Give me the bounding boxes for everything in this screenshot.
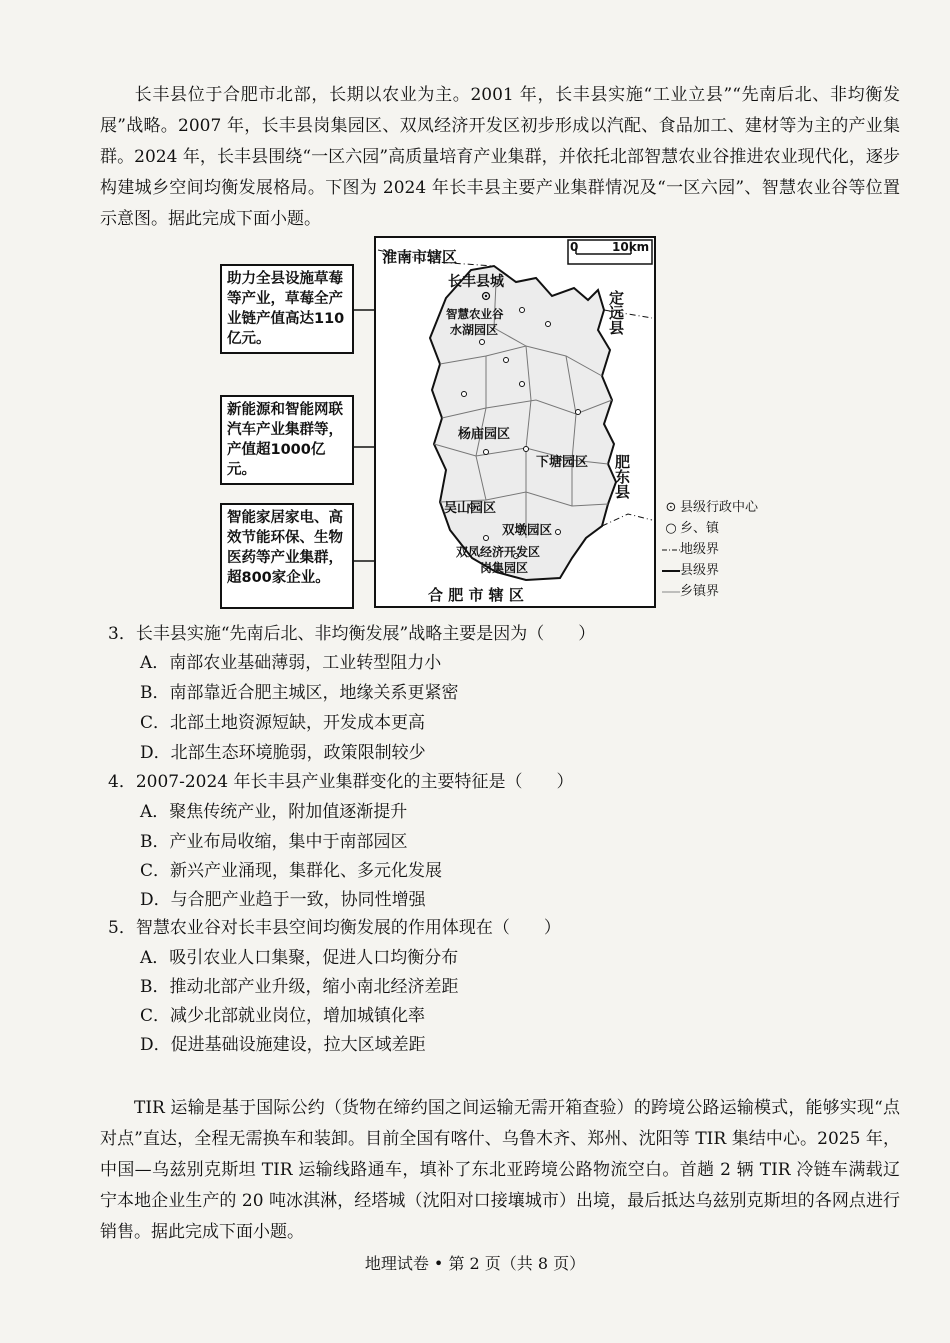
q5-option-a[interactable]: A．吸引农业人口集聚，促进人口均衡分布 xyxy=(140,948,459,968)
label-shuangfeng: 双凤经济开发区 xyxy=(456,545,541,559)
label-county-city: 长丰县城 xyxy=(448,274,504,290)
q4-stem: 4．2007-2024 年长丰县产业集群变化的主要特征是（ ） xyxy=(108,772,574,792)
label-gangji: 岗集园区 xyxy=(480,561,529,575)
page-footer: 地理试卷 • 第 2 页（共 8 页） xyxy=(364,1254,586,1273)
callout-auto: 新能源和智能网联汽车产业集群等，产值超1000亿元。 xyxy=(220,395,354,485)
q5-option-d[interactable]: D．促进基础设施建设，拉大区域差距 xyxy=(140,1035,426,1055)
label-yangmiao: 杨庙园区 xyxy=(458,427,511,442)
q3-option-b[interactable]: B．南部靠近合肥主城区，地缘关系更紧密 xyxy=(140,683,459,703)
label-dingyuan: 定远县 xyxy=(607,290,625,335)
q5-option-b[interactable]: B．推动北部产业升级，缩小南北经济差距 xyxy=(140,977,459,997)
q5-option-c[interactable]: C．减少北部就业岗位，增加城镇化率 xyxy=(140,1006,426,1026)
map-legend: ⊙ 县级行政中心 ○ 乡、镇 地级界 县级界 乡镇界 xyxy=(665,500,759,599)
label-hefei: 合 肥 市 辖 区 xyxy=(428,586,524,604)
label-agri-valley: 智慧农业谷 xyxy=(446,307,504,321)
q3-option-d[interactable]: D．北部生态环境脆弱，政策限制较少 xyxy=(140,743,426,763)
label-shuangdun: 双墩园区 xyxy=(502,522,553,537)
q4-option-b[interactable]: B．产业布局收缩，集中于南部园区 xyxy=(140,832,408,852)
q5-stem: 5．智慧农业谷对长丰县空间均衡发展的作用体现在（ ） xyxy=(108,918,561,938)
svg-text:10km: 10km xyxy=(612,240,650,254)
changfeng-map xyxy=(374,236,656,608)
q4-option-c[interactable]: C．新兴产业涌现，集群化、多元化发展 xyxy=(140,861,443,881)
svg-text:0: 0 xyxy=(570,240,579,254)
q3-option-a[interactable]: A．南部农业基础薄弱，工业转型阻力小 xyxy=(140,653,442,673)
label-huainan: 淮南市辖区 xyxy=(382,248,458,266)
callout-agri: 助力全县设施草莓等产业，草莓全产业链产值高达110亿元。 xyxy=(220,264,354,354)
q3-stem: 3．长丰县实施“先南后北、非均衡发展”战略主要是因为（ ） xyxy=(108,624,596,644)
label-shuihu: 水湖园区 xyxy=(450,323,499,337)
q3-option-c[interactable]: C．北部土地资源短缺，开发成本更高 xyxy=(140,713,426,733)
label-feidong: 肥东县 xyxy=(613,454,631,499)
intro-paragraph-1: 长丰县位于合肥市北部，长期以农业为主。2001 年，长丰县实施“工业立县”“先南后北、非均衡发展”战略。2007 年，长丰县岗集园区、双凤经济开发区初步形成以汽配、食品加工、建材等为主的产业集群。2024 年，长丰县围绕“一区六园”高质量培育产业集群，并依托北部智慧农业谷推进农业现代化，逐步构建城乡空间均衡发展格局。下图为 2024 年长丰县主要产业集群情况及“一区六园”、智慧农业谷等位置示意图。据此完成下面小题。 xyxy=(100,85,900,229)
intro-paragraph-2: TIR 运输是基于国际公约（货物在缔约国之间运输无需开箱查验）的跨境公路运输模式，能够实现“点对点”直达，全程无需换车和装卸。目前全国有喀什、乌鲁木齐、郑州、沈阳等 TIR 集结中心。2025 年，中国—乌兹别克斯坦 TIR 运输线路通车，填补了东北亚跨境公路物流空白。首趟 2 辆 TIR 冷链车满载辽宁本地企业生产的 20 吨冰淇淋，经塔城（沈阳对口接壤城市）出境，最后抵达乌兹别克斯坦的各网点进行销售。据此完成下面小题。 xyxy=(100,1098,900,1242)
label-xiatang: 下塘园区 xyxy=(536,455,589,470)
q4-option-d[interactable]: D．与合肥产业趋于一致，协同性增强 xyxy=(140,890,426,910)
label-wushan: 吴山园区 xyxy=(444,501,497,516)
callout-home: 智能家居家电、高效节能环保、生物医药等产业集群，超800家企业。 xyxy=(220,503,354,609)
q4-option-a[interactable]: A．聚焦传统产业，附加值逐渐提升 xyxy=(140,802,408,822)
